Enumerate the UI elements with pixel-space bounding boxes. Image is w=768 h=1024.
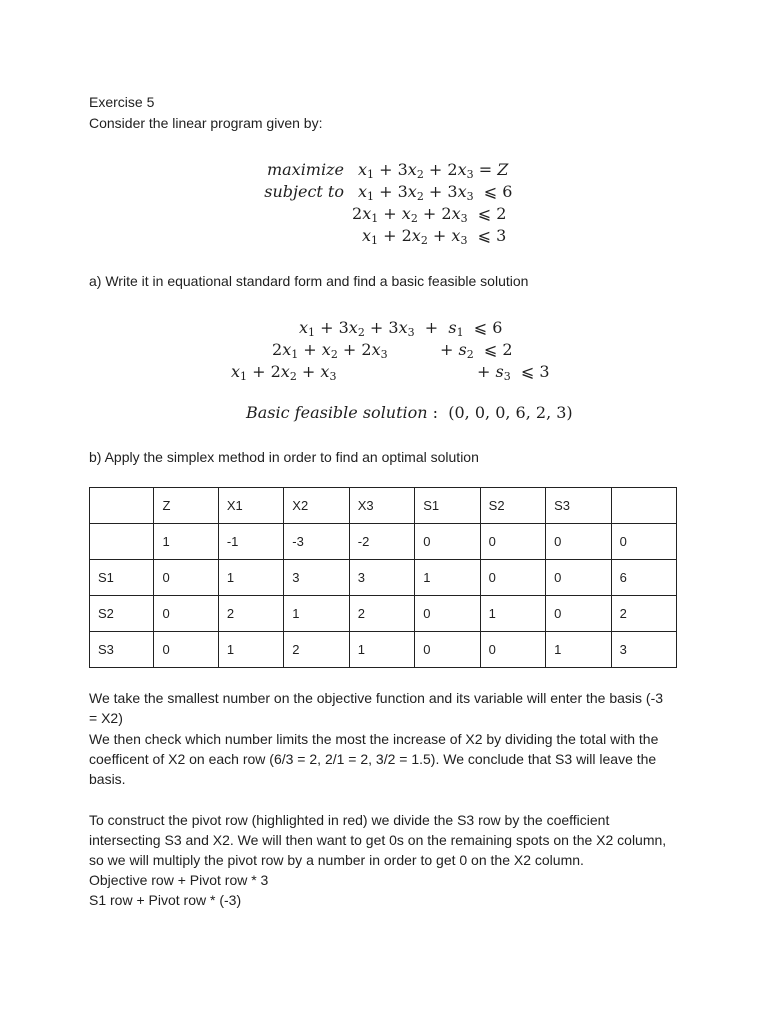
maximize-label: maximize	[266, 160, 344, 179]
table-cell: 0	[154, 632, 218, 668]
part-b-question: b) Apply the simplex method in order to find an optimal solution	[89, 449, 479, 465]
tableau-header-row	[90, 488, 677, 524]
table-cell: 0	[415, 596, 480, 632]
table-cell: 2	[349, 596, 414, 632]
table-cell: X3	[349, 488, 414, 524]
text-line: so we will multiply the pivot row by a number in order to get 0 on the X2 column.	[89, 852, 584, 868]
table-cell: 3	[611, 632, 676, 668]
basic-feasible-solution: Basic feasible solution : (0, 0, 0, 6, 2, 3)	[246, 403, 573, 422]
table-cell: 2	[611, 596, 676, 632]
table-cell: S1	[415, 488, 480, 524]
table-cell: 1	[218, 632, 283, 668]
constraint-3: $x_1 + 2x_2 + x_3$ ⩽ 3	[362, 226, 507, 247]
table-cell: 1	[480, 596, 545, 632]
table-cell: 0	[480, 632, 545, 668]
tableau-row-s3	[90, 632, 677, 668]
subject-to-label: subject to	[264, 182, 344, 201]
standard-constraint-3-left: $x_1 + 2x_2 + x_3$	[231, 362, 337, 383]
table-cell: 0	[415, 524, 480, 560]
table-cell: 0	[480, 560, 545, 596]
table-cell: 0	[611, 524, 676, 560]
table-cell: 0	[546, 524, 611, 560]
exercise-title: Exercise 5	[89, 94, 155, 110]
table-cell: 3	[349, 560, 414, 596]
text-line: We then check which number limits the most the increase of X2 by dividing the total with the	[89, 731, 659, 747]
text-line: basis.	[89, 771, 126, 787]
table-cell: 0	[546, 596, 611, 632]
text-line: S1 row + Pivot row * (-3)	[89, 892, 242, 908]
table-cell: 0	[154, 560, 218, 596]
table-cell: X1	[218, 488, 283, 524]
table-cell: 1	[154, 524, 218, 560]
table-cell: 0	[154, 596, 218, 632]
table-cell: S2	[90, 596, 154, 632]
table-cell: 1	[415, 560, 480, 596]
table-cell: 2	[284, 632, 349, 668]
standard-constraint-1: $x_1 + 3x_2 + 3x_3 + s_1$ ⩽ 6	[299, 318, 503, 339]
table-cell: -1	[218, 524, 283, 560]
text-line: intersecting S3 and X2. We will then want to get 0s on the remaining spots on the X2 column,	[89, 832, 667, 848]
table-cell	[90, 524, 154, 560]
table-cell: 6	[611, 560, 676, 596]
table-cell: S2	[480, 488, 545, 524]
explanation-paragraph-3	[89, 810, 679, 910]
table-cell: 0	[480, 524, 545, 560]
table-cell: 1	[349, 632, 414, 668]
text-line: = X2)	[89, 710, 123, 726]
standard-constraint-3-right: + $s_3$ ⩽ 3	[477, 362, 550, 383]
table-cell: 3	[284, 560, 349, 596]
standard-constraint-2-right: + $s_2$ ⩽ 2	[440, 340, 513, 361]
exercise-intro: Consider the linear program given by:	[89, 115, 323, 131]
text-line: We take the smallest number on the objective function and its variable will enter the basis (-3	[89, 690, 664, 706]
text-line: To construct the pivot row (highlighted in red) we divide the S3 row by the coefficient	[89, 812, 610, 828]
table-cell: 1	[284, 596, 349, 632]
explanation-paragraph-1	[89, 688, 679, 728]
tableau-row-s1	[90, 560, 677, 596]
table-cell: S1	[90, 560, 154, 596]
constraint-1: $x_1 + 3x_2 + 3x_3$ ⩽ 6	[358, 182, 513, 203]
table-cell: S3	[90, 632, 154, 668]
explanation-paragraph-2	[89, 729, 679, 789]
text-line: coefficent of X2 on each row (6/3 = 2, 2/1 = 2, 3/2 = 1.5). We conclude that S3 will leave the	[89, 751, 657, 767]
constraint-2: $2x_1 + x_2 + 2x_3$ ⩽ 2	[352, 204, 507, 225]
table-cell: 2	[218, 596, 283, 632]
table-cell	[90, 488, 154, 524]
standard-constraint-2-left: $2x_1 + x_2 + 2x_3$	[272, 340, 388, 361]
text-line: Objective row + Pivot row * 3	[89, 872, 269, 888]
table-cell: 1	[546, 632, 611, 668]
simplex-tableau	[89, 487, 677, 668]
objective-equation: $x_1 + 3x_2 + 2x_3 = Z$	[358, 160, 509, 181]
table-cell: S3	[546, 488, 611, 524]
table-cell: 0	[546, 560, 611, 596]
table-cell: Z	[154, 488, 218, 524]
table-cell: 0	[415, 632, 480, 668]
part-a-question: a) Write it in equational standard form and find a basic feasible solution	[89, 273, 529, 289]
tableau-objective-row	[90, 524, 677, 560]
table-cell: -3	[284, 524, 349, 560]
table-cell: 1	[218, 560, 283, 596]
table-cell	[611, 488, 676, 524]
table-cell: X2	[284, 488, 349, 524]
table-cell: -2	[349, 524, 414, 560]
tableau-row-s2	[90, 596, 677, 632]
